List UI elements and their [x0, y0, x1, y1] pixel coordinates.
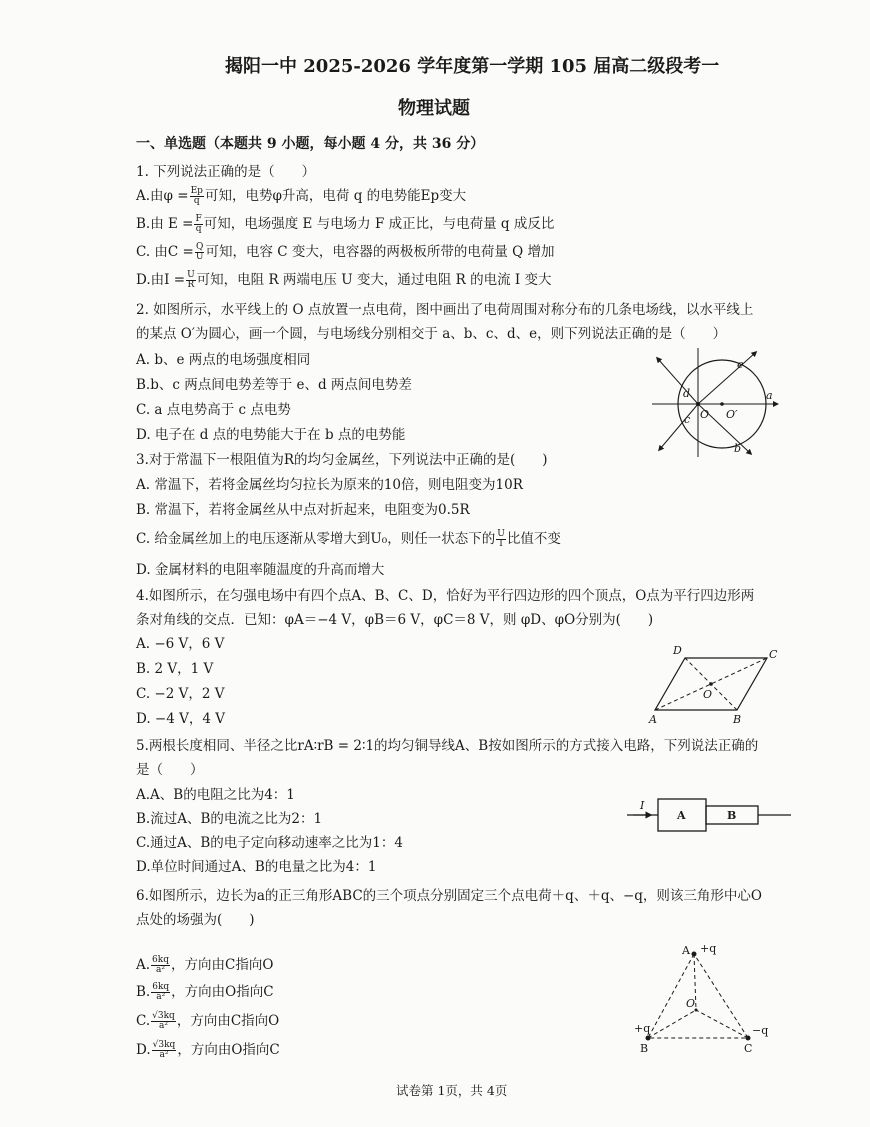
q2-label-a: a	[766, 389, 773, 402]
q2-label-o-prime: O′	[726, 408, 738, 421]
q4-parallelogram-figure	[645, 642, 785, 727]
q2-label-o: O	[700, 408, 710, 421]
q2-option-b: B.b、c 两点间电势差等于 e、d 两点间电势差	[136, 377, 412, 393]
q4-label-b: B	[733, 713, 742, 726]
q6-label-b: B	[640, 1042, 649, 1055]
q4-label-a: A	[649, 713, 657, 726]
section-heading: 一、单选题（本题共 9 小题，每小题 4 分，共 36 分）	[136, 136, 485, 152]
page-title: 揭阳一中 2025-2026 学年度第一学期 105 届高二级段考一	[225, 56, 720, 77]
q4-label-o: O	[703, 688, 713, 701]
q2-point-o	[696, 402, 700, 406]
q6-charge-a	[692, 952, 697, 957]
q5-option-c: C.通过A、B的电子定向移动速率之比为1：4	[136, 835, 403, 851]
q6-triangle	[648, 954, 748, 1038]
q5-label-a: A	[677, 809, 686, 822]
q1-option-d: D.由I = $\frac{U}{R}$ 可知，电阻 R 两端电压 U 变大，通过电阻 R 的电流 I 变大	[136, 270, 552, 290]
q5-option-b: B.流过A、B的电流之比为2：1	[136, 811, 323, 827]
q4-stem-line2: 条对角线的交点．已知：φA＝−4 V，φB＝6 V，φC＝8 V，则 φD、φO分别为( )	[136, 612, 654, 628]
q6-label-qb: +q	[634, 1022, 651, 1035]
q3-option-b: B. 常温下，若将金属丝从中点对折起来，电阻变为0.5R	[136, 502, 470, 518]
q2-option-d: D. 电子在 d 点的电势能大于在 b 点的电势能	[136, 427, 406, 443]
q5-stem-line2: 是（ ）	[136, 762, 204, 778]
q2-field-line-figure	[650, 345, 780, 460]
q5-option-a: A.A、B的电阻之比为4：1	[136, 787, 295, 803]
q4-option-b: B. 2 V，1 V	[136, 661, 214, 677]
q1-stem: 1. 下列说法正确的是（ ）	[136, 164, 316, 180]
q4-option-c: C. −2 V，2 V	[136, 686, 225, 702]
q6-label-c: C	[744, 1042, 753, 1055]
q3-stem: 3.对于常温下一根阻值为R的均匀金属丝，下列说法中正确的是( )	[136, 452, 548, 468]
q3-option-d: D. 金属材料的电阻率随温度的升高而增大	[136, 562, 385, 578]
q4-label-d: D	[673, 644, 682, 657]
q6-option-b: B. $\frac{6kq}{\text{a²}}$ ，方向由O指向C	[136, 982, 274, 1002]
q1-option-b: B.由 E = $\frac{F}{q}$ 可知，电场强度 E 与电场力 F 成正比，与电荷量 q 成反比	[136, 214, 555, 234]
q6-charge-b	[646, 1036, 651, 1041]
q5-option-d: D.单位时间通过A、B的电量之比为4：1	[136, 859, 377, 875]
q2-label-e: e	[737, 358, 744, 371]
q5-label-i: I	[640, 799, 645, 812]
q4-option-d: D. −4 V，4 V	[136, 711, 225, 727]
q5-wire-figure	[625, 795, 795, 840]
q5-label-b: B	[727, 809, 737, 822]
q6-option-c: C. $\frac{√3kq}{\text{a²}}$ ，方向由C指向O	[136, 1011, 280, 1031]
q6-option-d: D. $\frac{√3kq}{\text{a²}}$ ，方向由O指向C	[136, 1040, 280, 1060]
q6-label-o: O	[686, 997, 696, 1010]
q2-label-d: d	[683, 387, 691, 400]
q3-option-a: A. 常温下，若将金属丝均匀拉长为原来的10倍，则电阻变为10R	[136, 477, 523, 493]
q6-triangle-figure	[628, 940, 778, 1055]
q6-label-qa: +q	[700, 942, 717, 955]
q2-label-b: b	[734, 442, 742, 455]
q6-option-a: A. $\frac{6kq}{\text{a²}}$ ，方向由C指向O	[136, 955, 274, 975]
page-subtitle: 物理试题	[398, 98, 470, 119]
q4-stem-line1: 4.如图所示，在匀强电场中有四个点A、B、C、D，恰好为平行四边形的四个顶点，O点为平行四边形两	[136, 588, 755, 604]
q2-point-o-prime	[720, 402, 724, 406]
q1-option-c: C. 由C = $\frac{Q}{U}$ 可知，电容 C 变大，电容器的两极板所带的电荷量 Q 增加	[136, 242, 555, 262]
q4-point-o	[709, 682, 713, 686]
q4-option-a: A. −6 V，6 V	[136, 636, 225, 652]
q6-stem-line1: 6.如图所示，边长为a的正三角形ABC的三个项点分别固定三个点电荷＋q、＋q、−q，则该三角形中心O	[136, 888, 762, 904]
q6-median-c	[696, 1010, 748, 1038]
q2-label-c: c	[684, 413, 691, 426]
q2-option-c: C. a 点电势高于 c 点电势	[136, 402, 291, 418]
q1-option-a: A.由φ = $\frac{Ep}{q}$ 可知，电势φ升高，电荷 q 的电势能Ep变大	[136, 186, 467, 206]
page-footer: 试卷第 1页，共 4页	[396, 1083, 508, 1098]
q5-stem-line1: 5.两根长度相同、半径之比rA∶rB = 2∶1的均匀铜导线A、B按如图所示的方式接入电路，下列说法正确的	[136, 738, 759, 754]
q3-option-c: C. 给金属丝加上的电压逐渐从零增大到U₀，则任一状态下的 $\frac{U}{I}$ 比值不变	[136, 529, 561, 549]
q6-label-qc: −q	[752, 1024, 769, 1037]
q6-charge-c	[746, 1036, 751, 1041]
q2-option-a: A. b、e 两点的电场强度相同	[136, 352, 311, 368]
q4-label-c: C	[769, 648, 778, 661]
q2-stem-line1: 2. 如图所示，水平线上的 O 点放置一点电荷，图中画出了电荷周围对称分布的几条电场线，以水平线上	[136, 302, 754, 318]
q6-label-a: A	[682, 944, 690, 957]
q2-stem-line2: 的某点 O′为圆心，画一个圆，与电场线分别相交于 a、b、c、d、e，则下列说法正确的是（ ）	[136, 326, 727, 342]
q6-stem-line2: 点处的场强为( )	[136, 912, 255, 928]
